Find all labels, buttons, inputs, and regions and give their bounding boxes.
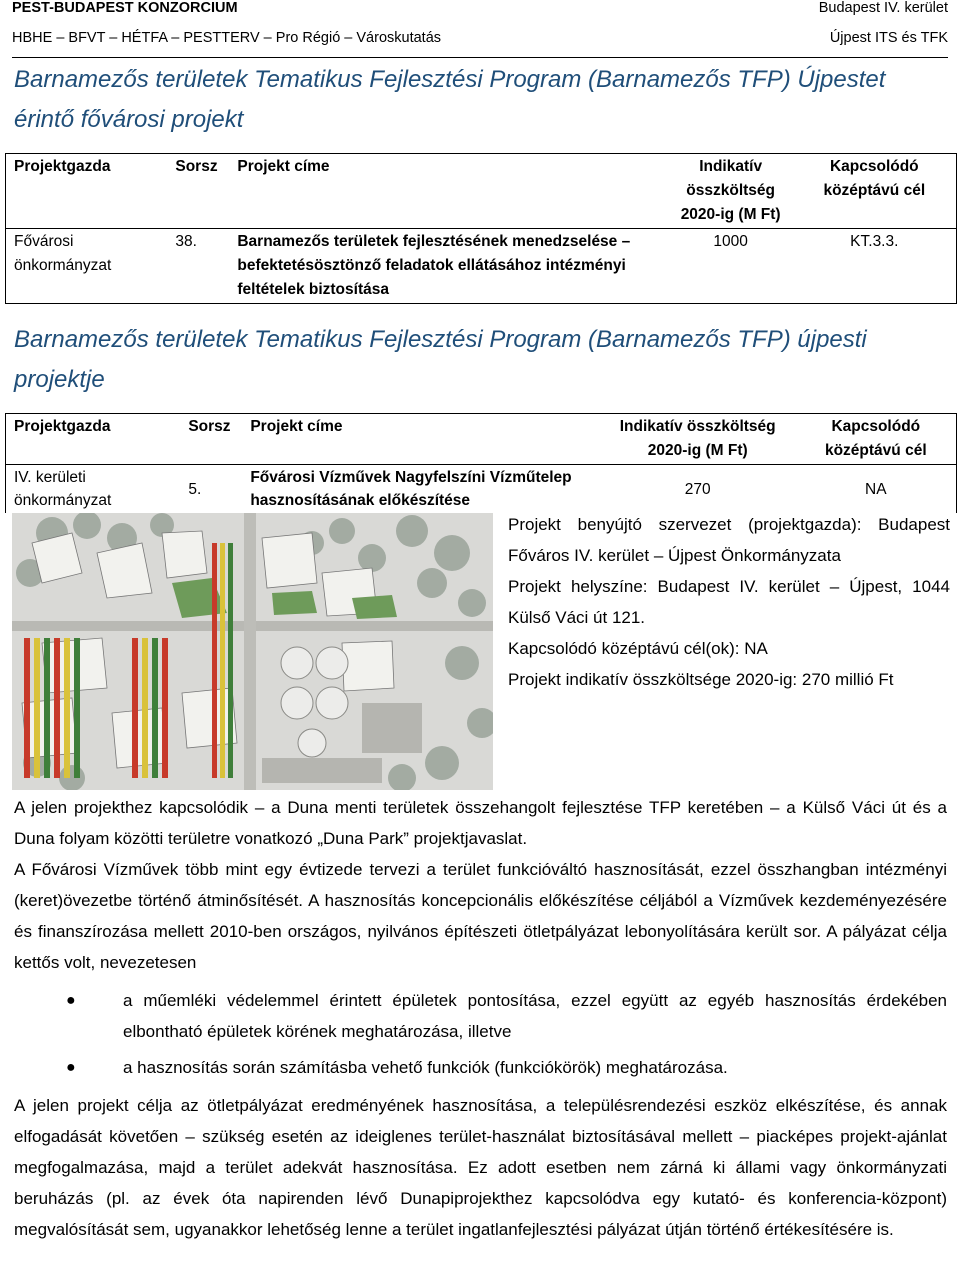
- cell-number: 38.: [167, 229, 229, 304]
- district-name: Budapest IV. kerület: [818, 0, 948, 16]
- list-item-text: a műemléki védelemmel érintett épületek pontosítása, ezzel együtt az egyéb hasznosítás érdekében elbontható épületek körének meghatározása, illetve: [123, 991, 947, 1041]
- cell-number: 5.: [188, 480, 202, 498]
- consortium-members: HBHE – BFVT – HÉTFA – PESTTERV – Pro Régió – Városkutatás: [12, 30, 442, 46]
- col-header-goal: Kapcsolódó középtávú cél: [796, 414, 957, 465]
- section-2-title: Barnamezős területek Tematikus Fejlesztési Program (Barnamezős TFP) újpesti projektje: [14, 326, 867, 393]
- table-row: [6, 229, 957, 304]
- info-goal: Kapcsolódó középtávú cél(ok): NA: [508, 639, 768, 658]
- table-header-row: [6, 154, 957, 229]
- col-header-owner: Projektgazda: [6, 154, 168, 229]
- section-1-title: Barnamezős területek Tematikus Fejlesztési Program (Barnamezős TFP) Újpestet érintő fővárosi projekt: [14, 66, 886, 133]
- project-info: [508, 509, 950, 695]
- cell-title: Fővárosi Vízművek Nagyfelszíni Vízműtelep hasznosításának előkészítése: [250, 469, 572, 509]
- paragraph: A Fővárosi Vízművek több mint egy évtizede tervezi a terület funkcióváltó hasznosítását, ezzel összhangban intézményi (keret)övezetbe történő átminősítését. A hasznosítás koncepcionális előkészítése céljából a Vízművek kezdeményezésére és finanszírozása mellett 2010-ben országos, nyilvános építészeti ötletpályázat lebonyolítására került sor. A pályázat célja kettős volt, nevezetesen: [14, 860, 947, 972]
- paragraph: A jelen projekthez kapcsolódik – a Duna menti területek összehangolt fejlesztése TFP keretében – a Külső Váci út és a Duna folyam közötti területre vonatkozó „Duna Park” projektjavaslat.: [14, 798, 947, 848]
- col-header-cost: Indikatív összköltség 2020-ig (M Ft): [600, 414, 796, 465]
- section-1-project-table: [5, 153, 957, 304]
- col-header-title: Projekt címe: [242, 414, 599, 465]
- bullet-icon: ●: [66, 1059, 76, 1076]
- cell-owner: IV. kerületi önkormányzat: [6, 465, 181, 514]
- col-header-cost: Indikatív összköltség 2020-ig (M Ft): [669, 154, 793, 229]
- col-header-number: Sorsz: [167, 154, 229, 229]
- cell-goal: KT.3.3.: [793, 229, 957, 304]
- cell-title: Barnamezős területek fejlesztésének menedzselése – befektetésösztönző feladatok ellátásához intézményi feltételek biztosítása: [229, 229, 668, 304]
- info-submitter: Projekt benyújtó szervezet (projektgazda): Budapest Főváros IV. kerület – Újpest Önkormányzata: [508, 515, 950, 565]
- cell-cost: 270: [684, 480, 711, 498]
- col-header-goal: Kapcsolódó középtávú cél: [793, 154, 957, 229]
- list-item: [14, 985, 947, 1047]
- cell-goal: NA: [796, 465, 957, 514]
- bullet-icon: ●: [66, 992, 76, 1009]
- body-text-2: [14, 1090, 947, 1245]
- col-header-owner: Projektgazda: [6, 414, 181, 465]
- col-header-number: Sorsz: [180, 414, 242, 465]
- table-row: [6, 465, 957, 514]
- body-text-1: [14, 792, 947, 978]
- cell-cost: 1000: [669, 229, 793, 304]
- site-plan-image: [12, 513, 493, 790]
- list-item: [14, 1052, 947, 1083]
- section-2-project-table: [5, 413, 957, 513]
- table-header-row: [6, 414, 957, 465]
- list-item-text: a hasznosítás során számításba vehető funkciók (funkciókörök) meghatározása.: [123, 1058, 728, 1077]
- consortium-name: PEST-BUDAPEST KONZORCIUM: [12, 0, 238, 16]
- paragraph: A jelen projekt célja az ötletpályázat eredményének hasznosítása, a településrendezési eszköz elkészítése, és annak elfogadását követően – szükség esetén az ideiglenes terület-használat biztosításával mellett – piacképes projekt-ajánlat megfogalmazása, majd a terület adekvát hasznosítása. Ez adott esetben nem zárná ki állami vagy önkormányzati beruházás (pl. az évek óta napirenden lévő Dunapiprojekthez kapcsolódva egy kutató- és konferencia-központ) megvalósítását sem, ugyanakkor lehetőség lenne a terület ingatlanfejlesztési pályázat útján történő értékesítésére is.: [14, 1096, 947, 1239]
- header-divider: [12, 57, 948, 58]
- cell-owner: Fővárosi önkormányzat: [6, 229, 168, 304]
- col-header-title: Projekt címe: [229, 154, 668, 229]
- info-cost: Projekt indikatív összköltsége 2020-ig: 270 millió Ft: [508, 670, 894, 689]
- document-name: Újpest ITS és TFK: [829, 30, 948, 46]
- info-location: Projekt helyszíne: Budapest IV. kerület – Újpest, 1044 Külső Váci út 121.: [508, 577, 950, 627]
